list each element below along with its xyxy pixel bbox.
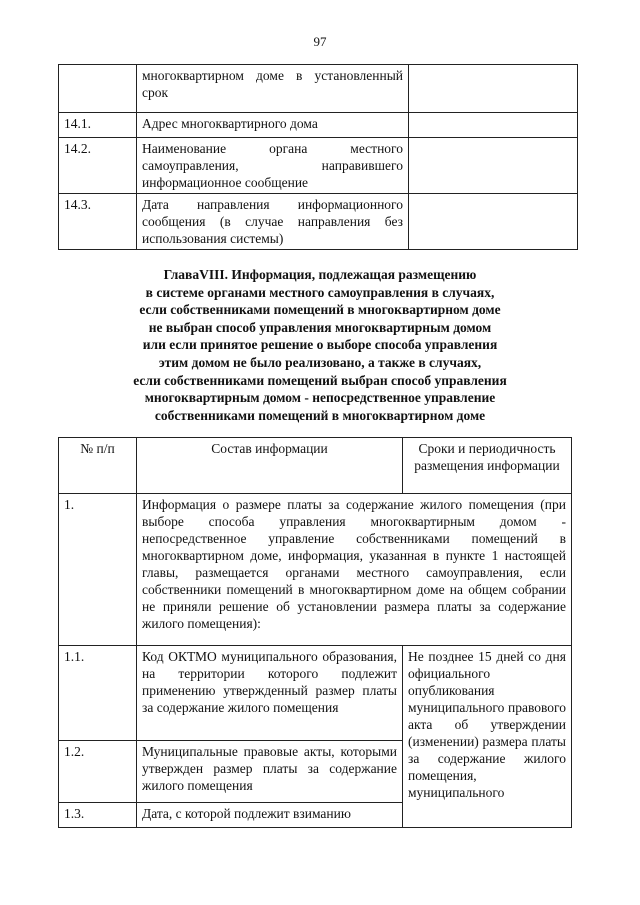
table-row	[59, 494, 572, 646]
page-number: 97	[313, 34, 327, 49]
info-cell: Муниципальные правовые акты, которыми утвержден размер платы за содержание жилого помещения	[137, 741, 403, 803]
row-number-cell: 1.1.	[59, 646, 137, 741]
header-info: Состав информации	[137, 438, 403, 494]
info-cell-wide: Информация о размере платы за содержание жилого помещения (при выборе способа управления многоквартирным домом - непосредственное управление собственниками помещений в многоквартирном доме, информация, указанная в пункте 1 настоящей главы, размещается органами местного самоуправления, если собственники помещений в многоквартирном доме на общем собрании не приняли решение об установлении размера платы за содержание жилого помещения):	[137, 494, 572, 646]
table-header-row	[59, 438, 572, 494]
chapter-title	[60, 266, 580, 424]
table-row	[59, 194, 578, 250]
term-cell-merged: Не позднее 15 дней со дня официального опубликования муниципального правового акта об утверждении (изменении) размера платы за содержание жилого помещения, муниципального	[403, 646, 572, 828]
row-number-cell: 14.2.	[59, 138, 137, 194]
row-number-cell	[59, 65, 137, 113]
chapter-title-line: не выбран способ управления многоквартирным домом	[148, 319, 492, 335]
term-cell	[409, 65, 578, 113]
header-number: № п/п	[59, 438, 137, 494]
table-row	[59, 113, 578, 138]
term-cell	[409, 194, 578, 250]
term-cell	[409, 138, 578, 194]
row-number-cell: 1.2.	[59, 741, 137, 803]
info-cell: Наименование органа местного самоуправления, направившего информационное сообщение	[137, 138, 409, 194]
info-cell: Дата, с которой подлежит взиманию	[137, 803, 403, 828]
info-cell: Дата направления информационного сообщения (в случае направления без использования системы)	[137, 194, 409, 250]
info-cell: Код ОКТМО муниципального образования, на территории которого подлежит применению утвержденный размер платы за содержание жилого помещения	[137, 646, 403, 741]
info-cell: многоквартирном доме в установленный срок	[137, 65, 409, 113]
chapter-title-line: собственниками помещений в многоквартирном доме	[154, 407, 486, 423]
chapter-title-line: многоквартирным домом - непосредственное управление	[144, 390, 496, 406]
chapter-title-line: этим домом не было реализовано, а также в случаях,	[158, 354, 482, 370]
row-number-cell: 14.3.	[59, 194, 137, 250]
chapter-title-line: ГлаваVIII. Информация, подлежащая размещению	[163, 267, 477, 282]
chapter-title-line: в системе органами местного самоуправления в случаях,	[145, 284, 495, 300]
term-cell	[409, 113, 578, 138]
row-number-cell: 14.1.	[59, 113, 137, 138]
chapter-title-line: или если принятое решение о выборе способа управления	[142, 337, 498, 353]
table-row	[59, 138, 578, 194]
row-number-cell: 1.	[59, 494, 137, 646]
chapter-title-line: если собственниками помещений в многоквартирном доме	[139, 302, 501, 318]
header-term: Сроки и периодичность размещения информации	[403, 438, 572, 494]
table-row	[59, 65, 578, 113]
continuation-table	[58, 64, 578, 250]
row-number-cell: 1.3.	[59, 803, 137, 828]
info-cell: Адрес многоквартирного дома	[137, 113, 409, 138]
chapter-viii-table	[58, 437, 572, 828]
chapter-title-line: если собственниками помещений выбран способ управления	[133, 372, 507, 388]
table-row	[59, 646, 572, 741]
